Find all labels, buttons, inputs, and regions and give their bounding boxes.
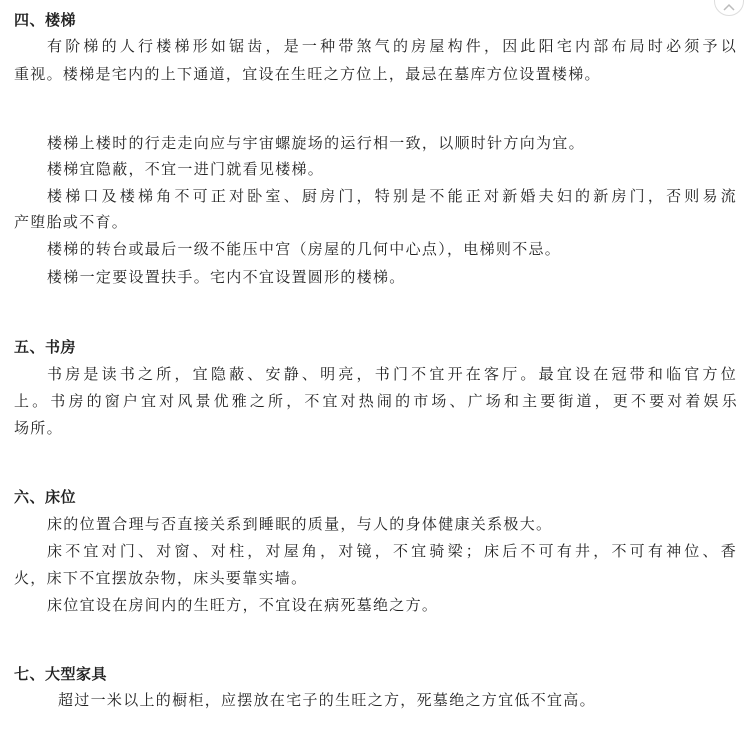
paragraph-line: 楼梯一定要设置扶手。宅内不宜设置圆形的楼梯。 (47, 268, 406, 286)
paragraph-line: 楼梯口及楼梯角不可正对卧室、厨房门，特别是不能正对新婚夫妇的新房门，否则易流 (47, 187, 737, 205)
paragraph-line: 场所。 (14, 419, 63, 437)
paragraph-line: 床位宜设在房间内的生旺方，不宜设在病死墓绝之方。 (47, 596, 439, 614)
paragraph-line: 楼梯的转台或最后一级不能压中宫（房屋的几何中心点），电梯则不忌。 (47, 240, 562, 258)
paragraph-line: 产堕胎或不育。 (14, 213, 129, 231)
section-title-bed: 六、床位 (14, 488, 77, 506)
paragraph-line: 上。书房的窗户宜对风景优雅之所，不宜对热闹的市场、广场和主要街道，更不要对着娱乐 (14, 392, 738, 410)
section-title-furniture: 七、大型家具 (14, 665, 108, 683)
section-title-study: 五、书房 (14, 338, 77, 356)
paragraph-line: 重视。楼梯是宅内的上下通道，宜设在生旺之方位上，最忌在墓库方位设置楼梯。 (14, 65, 601, 83)
paragraph-line: 楼梯宜隐蔽，不宜一进门就看见楼梯。 (47, 160, 325, 178)
paragraph-line: 楼梯上楼时的行走走向应与宇宙螺旋场的运行相一致，以顺时针方向为宜。 (47, 134, 585, 152)
paragraph-line: 书房是读书之所，宜隐蔽、安静、明亮，书门不宜开在客厅。最宜设在冠带和临官方位 (47, 365, 737, 383)
paragraph-line: 床不宜对门、对窗、对柱，对屋角，对镜，不宜骑梁；床后不可有井，不可有神位、香 (47, 542, 737, 560)
paragraph-line: 火，床下不宜摆放杂物，床头要靠实墙。 (14, 569, 308, 587)
paragraph-line: 有阶梯的人行楼梯形如锯齿，是一种带煞气的房屋构件，因此阳宅内部布局时必须予以 (47, 37, 737, 55)
section-title-stairs: 四、楼梯 (14, 11, 77, 29)
paragraph-line: 超过一米以上的橱柜，应摆放在宅子的生旺之方，死墓绝之方宜低不宜高。 (58, 691, 596, 709)
paragraph-line: 床的位置合理与否直接关系到睡眠的质量，与人的身体健康关系极大。 (47, 515, 553, 533)
